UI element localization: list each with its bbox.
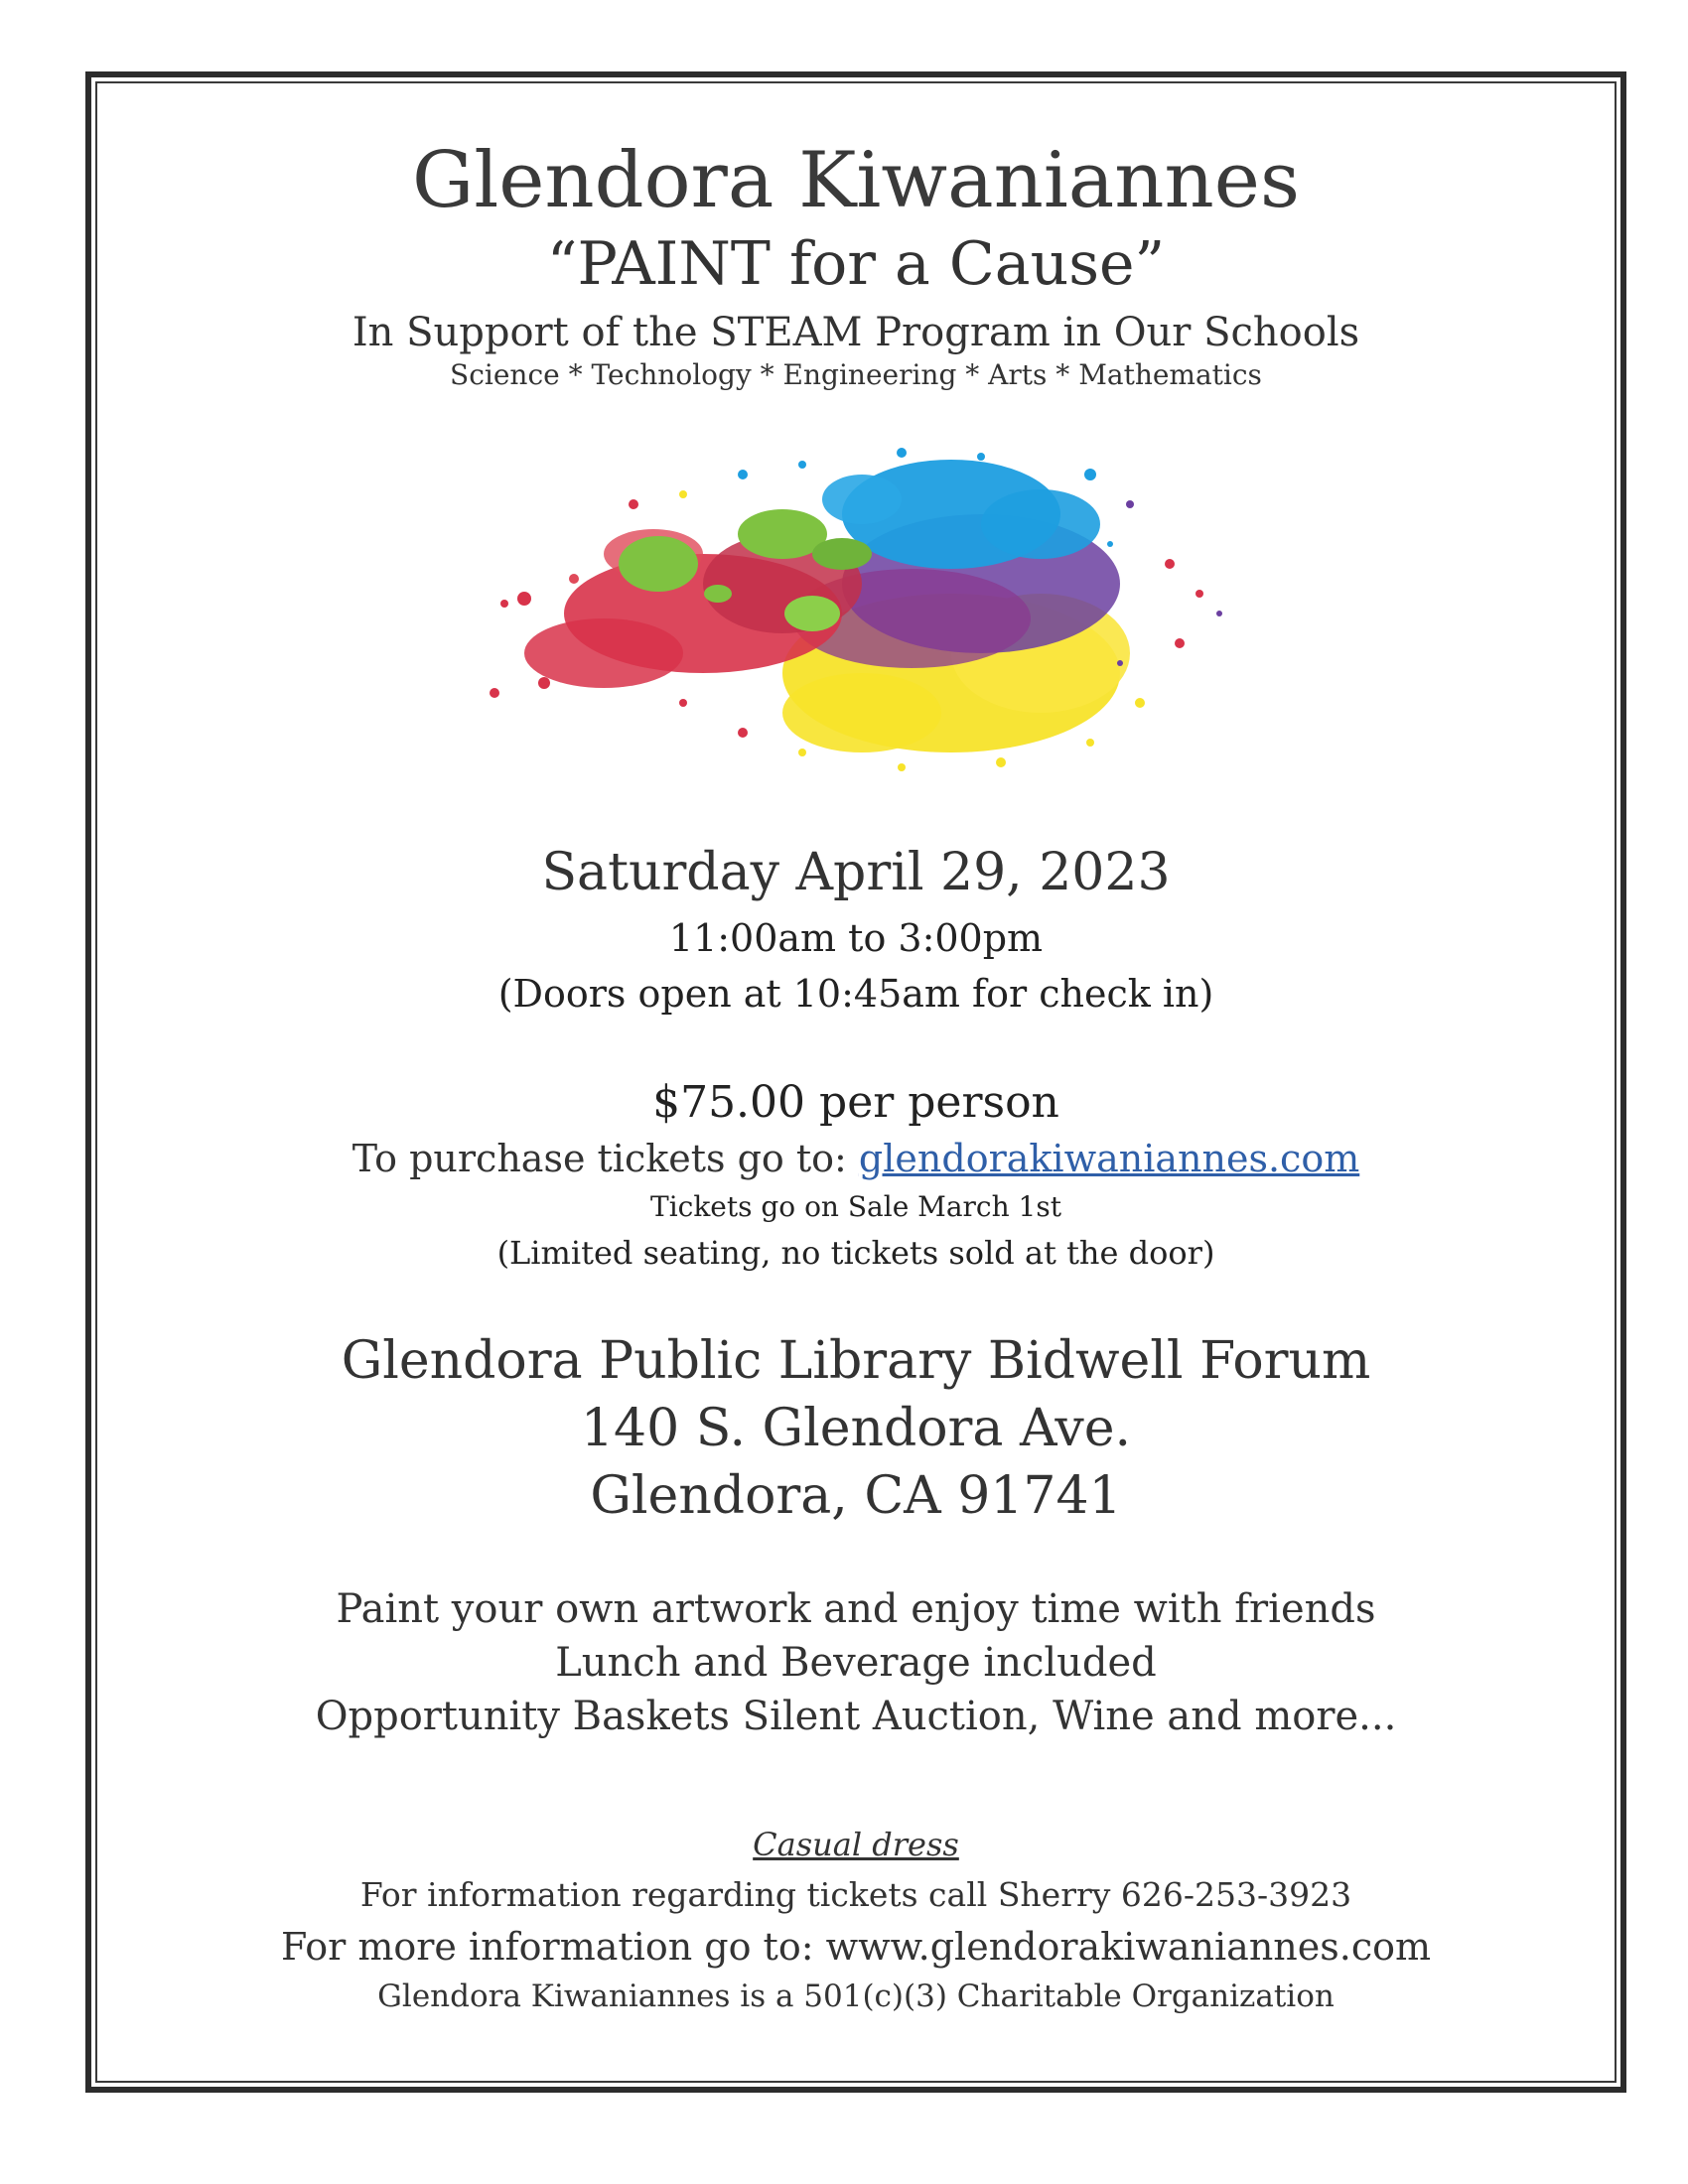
- tickets-link[interactable]: glendorakiwaniannes.com: [858, 1137, 1360, 1180]
- purchase-line: [95, 1138, 1617, 1181]
- purchase-prefix: To purchase tickets go to:: [352, 1137, 859, 1180]
- ticket-contact: For information regarding tickets call Sherry 626-253-3923: [359, 1875, 1352, 1914]
- flyer-title: Glendora Kiwaniannes: [412, 136, 1300, 225]
- flyer: [95, 0, 1617, 2184]
- doors-open-note: (Doors open at 10:45am for check in): [497, 972, 1214, 1016]
- on-sale-date: Tickets go on Sale March 1st: [650, 1190, 1061, 1223]
- feature-item: Opportunity Baskets Silent Auction, Wine and more...: [315, 1694, 1397, 1739]
- event-date: Saturday April 29, 2023: [541, 843, 1171, 902]
- venue-street: 140 S. Glendora Ave.: [580, 1399, 1132, 1458]
- venue-city: Glendora, CA 91741: [590, 1466, 1122, 1526]
- charity-statement: Glendora Kiwaniannes is a 501(c)(3) Charitable Organization: [377, 1979, 1335, 2014]
- paint-splatter-icon: [485, 445, 1239, 782]
- dress-code: Casual dress: [753, 1826, 959, 1863]
- venue-name: Glendora Public Library Bidwell Forum: [341, 1331, 1371, 1391]
- steam-acronym: Science * Technology * Engineering * Arts * Mathematics: [450, 358, 1262, 391]
- feature-item: Lunch and Beverage included: [555, 1640, 1157, 1686]
- event-time: 11:00am to 3:00pm: [668, 916, 1044, 960]
- event-subtitle: “PAINT for a Cause”: [546, 229, 1166, 299]
- ticket-price: $75.00 per person: [652, 1077, 1059, 1128]
- feature-item: Paint your own artwork and enjoy time with friends: [336, 1586, 1376, 1632]
- limited-seating-note: (Limited seating, no tickets sold at the door): [496, 1234, 1215, 1272]
- website-info: For more information go to: www.glendorakiwaniannes.com: [280, 1925, 1432, 1969]
- support-statement: In Support of the STEAM Program in Our Schools: [352, 310, 1360, 355]
